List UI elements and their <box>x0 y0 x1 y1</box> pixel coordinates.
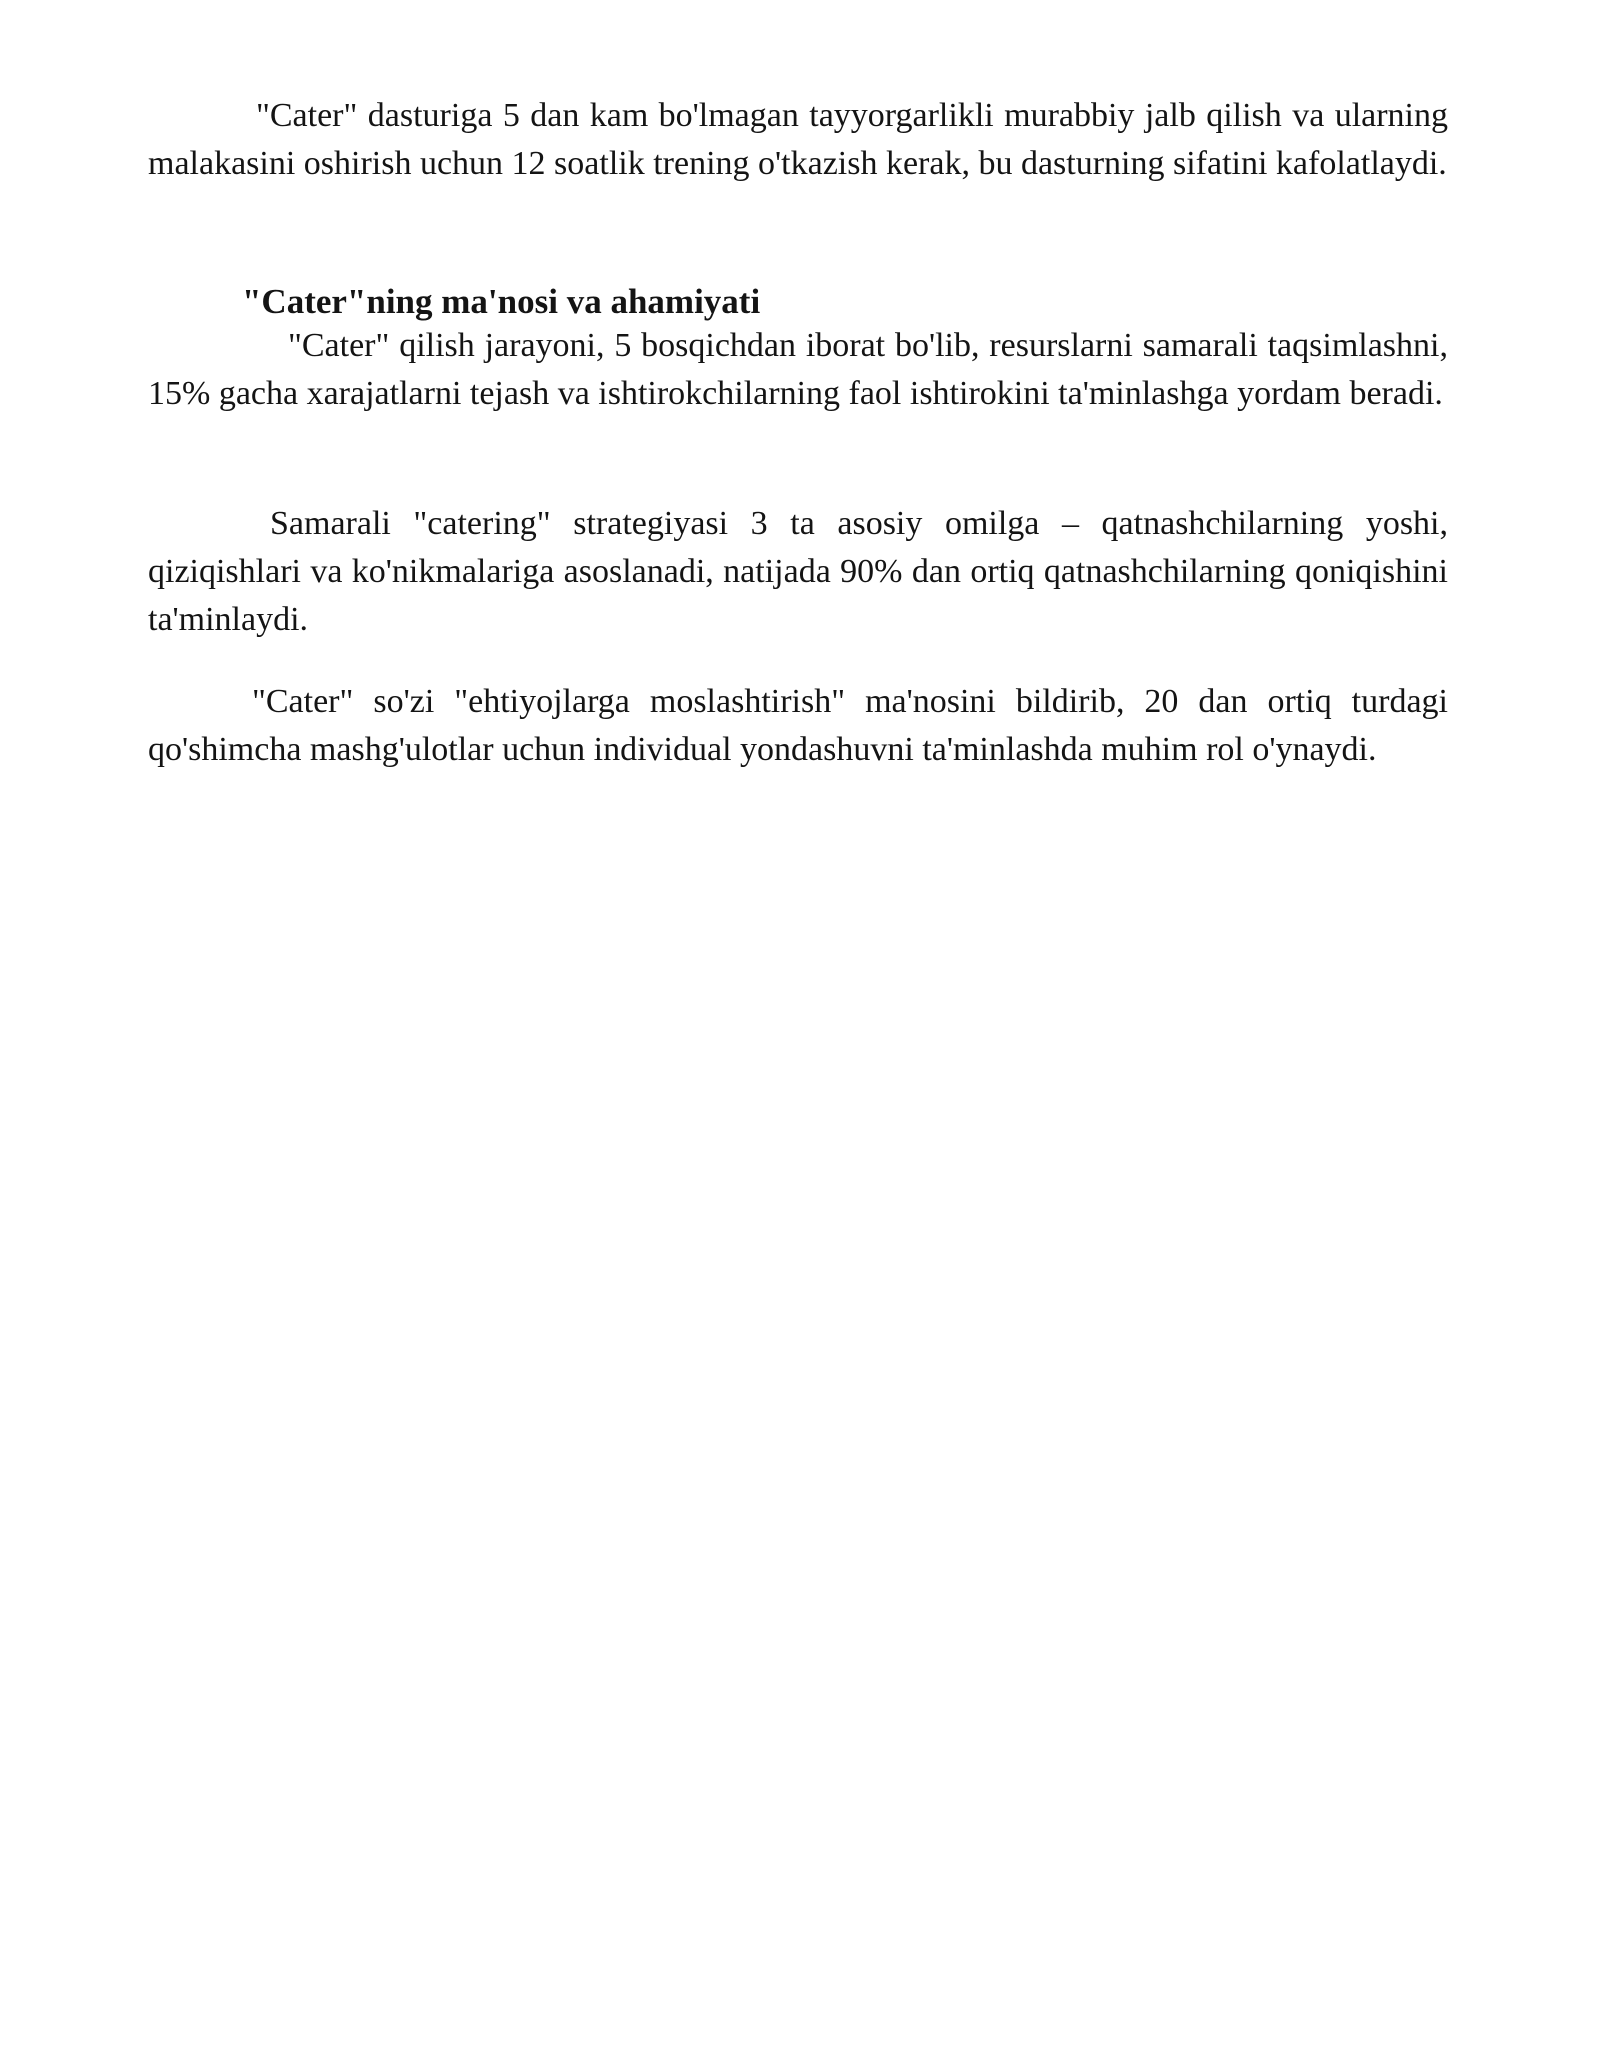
paragraph-1: "Cater" dasturiga 5 dan kam bo'lmagan tayyorgarlikli murabbiy jalb qilish va ularning malakasini oshirish uchun 12 soatlik trening o'tkazish kerak, bu dasturning sifatini kafolatlaydi. <box>148 97 1448 182</box>
paragraph-3: Samarali "catering" strategiyasi 3 ta asosiy omilga – qatnashchilarning yoshi, qiziqishlari va ko'nikmalariga asoslanadi, natijada 90% dan ortiq qatnashchilarning qoniqishini ta'minlaydi. <box>148 505 1448 638</box>
paragraph-2: "Cater" qilish jarayoni, 5 bosqichdan iborat bo'lib, resurslarni samarali taqsimlashni, 15% gacha xarajatlarni tejash va ishtirokchilarning faol ishtirokini ta'minlashga yordam beradi. <box>148 327 1448 412</box>
section-heading: "Cater"ning ma'nosi va ahamiyati <box>242 282 761 321</box>
paragraph-4: "Cater" so'zi "ehtiyojlarga moslashtirish" ma'nosini bildirib, 20 dan ortiq turdagi qo'shimcha mashg'ulotlar uchun individual yondashuvni ta'minlashda muhim rol o'ynaydi. <box>148 683 1448 768</box>
